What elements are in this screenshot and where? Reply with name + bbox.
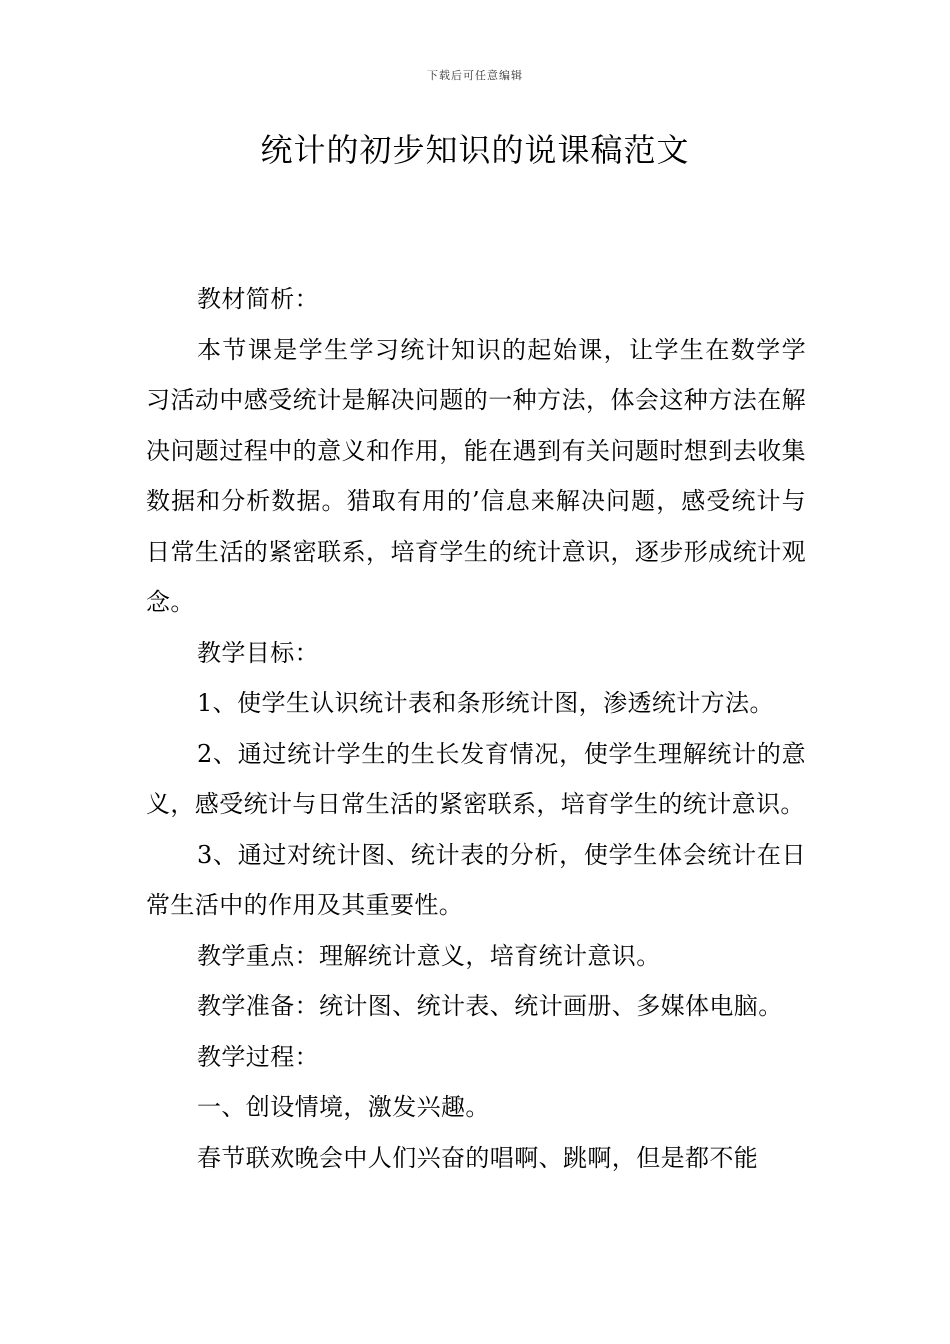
document-title: 统计的初步知识的说课稿范文: [260, 131, 690, 169]
paragraph-goal-1: 1、使学生认识统计表和条形统计图，渗透统计方法。: [197, 689, 774, 717]
section-heading-teaching-process: 教学过程：: [197, 1042, 319, 1071]
document-body: [146, 274, 806, 1183]
paragraph-step-1-text: 春节联欢晚会中人们兴奋的唱啊、跳啊，但是都不能: [197, 1143, 759, 1172]
header-note: 下载后可任意编辑: [427, 69, 523, 82]
paragraph-teaching-preparation: 教学准备：统计图、统计表、统计画册、多媒体电脑。: [197, 992, 783, 1020]
paragraph-step-1-heading: 一、创设情境，激发兴趣。: [197, 1093, 490, 1121]
paragraph-teaching-focus: 教学重点：理解统计意义，培育统计意识。: [197, 941, 661, 970]
section-heading-teaching-goals: 教学目标：: [197, 638, 319, 667]
section-heading-material-analysis: 教材简析：: [197, 285, 319, 313]
paragraph-goal-2: 2、通过统计学生的生长发育情况，使学生理解统计的意义，感受统计与日常生活的紧密联系，培育学生的统计意识。: [146, 739, 806, 818]
paragraph-material-analysis: 本节课是学生学习统计知识的起始课，让学生在数学学习活动中感受统计是解决问题的一种方法，体会这种方法在解决问题过程中的意义和作用，能在遇到有关问题时想到去收集数据和分析数据。猎取有用的’信息来解决问题，感受统计与日常生活的紧密联系，培育学生的统计意识，逐步形成统计观念。: [146, 335, 806, 616]
paragraph-goal-3: 3、通过对统计图、统计表的分析，使学生体会统计在日常生活中的作用及其重要性。: [146, 840, 806, 919]
